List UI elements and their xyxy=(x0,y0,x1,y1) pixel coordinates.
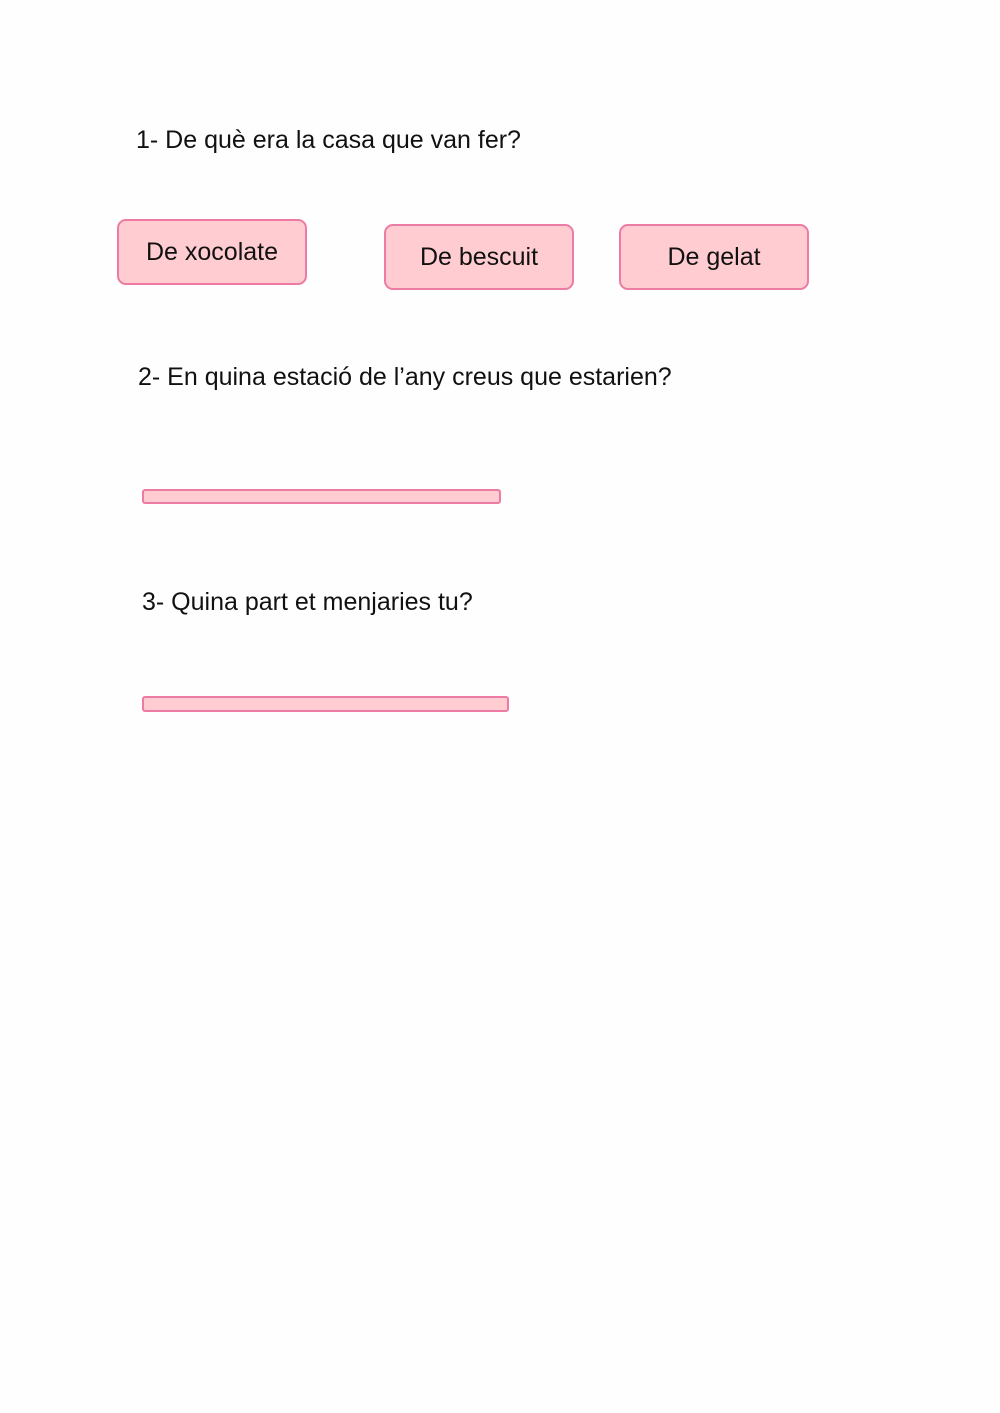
question-2-text: 2- En quina estació de l’any creus que estarien? xyxy=(138,363,672,391)
question-3-text: 3- Quina part et menjaries tu? xyxy=(142,588,473,616)
question-1-text: 1- De què era la casa que van fer? xyxy=(136,126,521,154)
question-2-answer-field[interactable] xyxy=(142,489,501,504)
option-de-xocolate-button[interactable]: De xocolate xyxy=(117,219,307,285)
option-de-bescuit-button[interactable]: De bescuit xyxy=(384,224,574,290)
question-3-answer-field[interactable] xyxy=(142,696,509,712)
option-de-gelat-button[interactable]: De gelat xyxy=(619,224,809,290)
